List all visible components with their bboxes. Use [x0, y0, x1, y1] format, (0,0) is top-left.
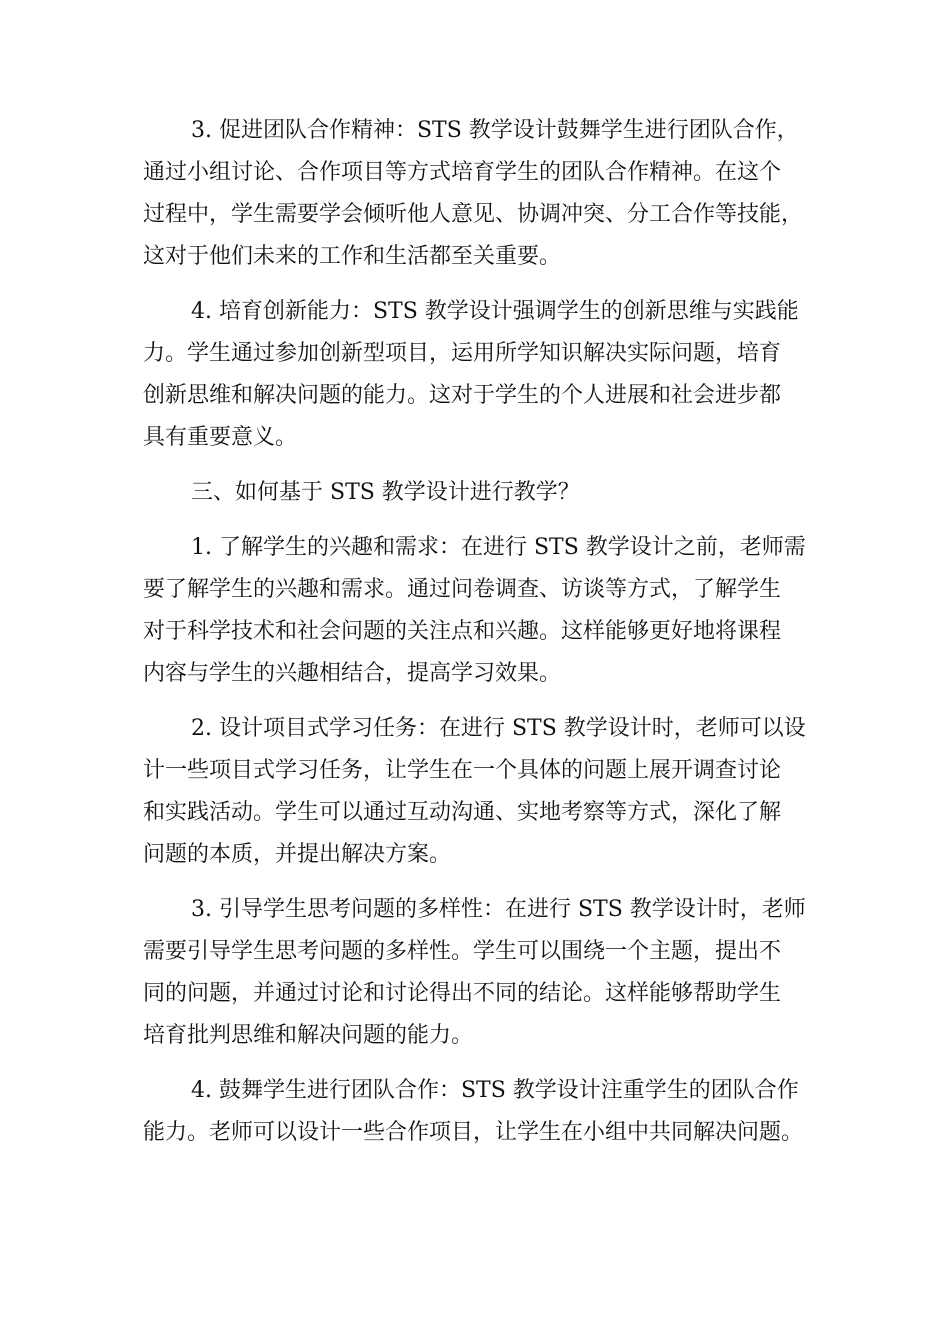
text-line: 2. 设计项目式学习任务：在进行 STS 教学设计时，老师可以设 [191, 716, 806, 741]
paragraph [143, 110, 807, 278]
text-line: 创新思维和解决问题的能力。这对于学生的个人进展和社会进步都 [143, 383, 782, 408]
text-line: 三、如何基于 STS 教学设计进行教学？ [191, 480, 580, 505]
text-line: 内容与学生的兴趣相结合，提高学习效果。 [143, 661, 562, 686]
text-line: 3. 促进团队合作精神：STS 教学设计鼓舞学生进行团队合作， [191, 118, 799, 143]
text-line: 同的问题，并通过讨论和讨论得出不同的结论。这样能够帮助学生 [143, 981, 782, 1006]
text-line: 需要引导学生思考问题的多样性。学生可以围绕一个主题，提出不 [143, 939, 782, 964]
text-line: 这对于他们未来的工作和生活都至关重要。 [143, 244, 562, 269]
paragraph [143, 708, 807, 876]
text-line: 过程中，学生需要学会倾听他人意见、协调冲突、分工合作等技能， [143, 202, 804, 227]
paragraph [143, 889, 807, 1057]
paragraph [143, 472, 807, 514]
paragraph [143, 1070, 807, 1154]
text-line: 3. 引导学生思考问题的多样性：在进行 STS 教学设计时，老师 [191, 897, 806, 922]
text-line: 和实践活动。学生可以通过互动沟通、实地考察等方式，深化了解 [143, 800, 782, 825]
text-line: 培育批判思维和解决问题的能力。 [143, 1023, 474, 1048]
text-line: 4. 鼓舞学生进行团队合作：STS 教学设计注重学生的团队合作 [191, 1078, 799, 1103]
paragraph [143, 527, 807, 695]
text-line: 力。学生通过参加创新型项目，运用所学知识解决实际问题，培育 [143, 341, 782, 366]
document-body [143, 110, 807, 1154]
text-line: 能力。老师可以设计一些合作项目，让学生在小组中共同解决问题。 [143, 1120, 804, 1145]
text-line: 具有重要意义。 [143, 425, 298, 450]
text-line: 计一些项目式学习任务，让学生在一个具体的问题上展开调查讨论 [143, 758, 782, 783]
paragraph [143, 291, 807, 459]
text-line: 问题的本质，并提出解决方案。 [143, 842, 452, 867]
text-line: 通过小组讨论、合作项目等方式培育学生的团队合作精神。在这个 [143, 160, 782, 185]
text-line: 要了解学生的兴趣和需求。通过问卷调查、访谈等方式，了解学生 [143, 577, 782, 602]
text-line: 4. 培育创新能力：STS 教学设计强调学生的创新思维与实践能 [191, 299, 799, 324]
text-line: 对于科学技术和社会问题的关注点和兴趣。这样能够更好地将课程 [143, 619, 782, 644]
text-line: 1. 了解学生的兴趣和需求：在进行 STS 教学设计之前，老师需 [191, 535, 806, 560]
